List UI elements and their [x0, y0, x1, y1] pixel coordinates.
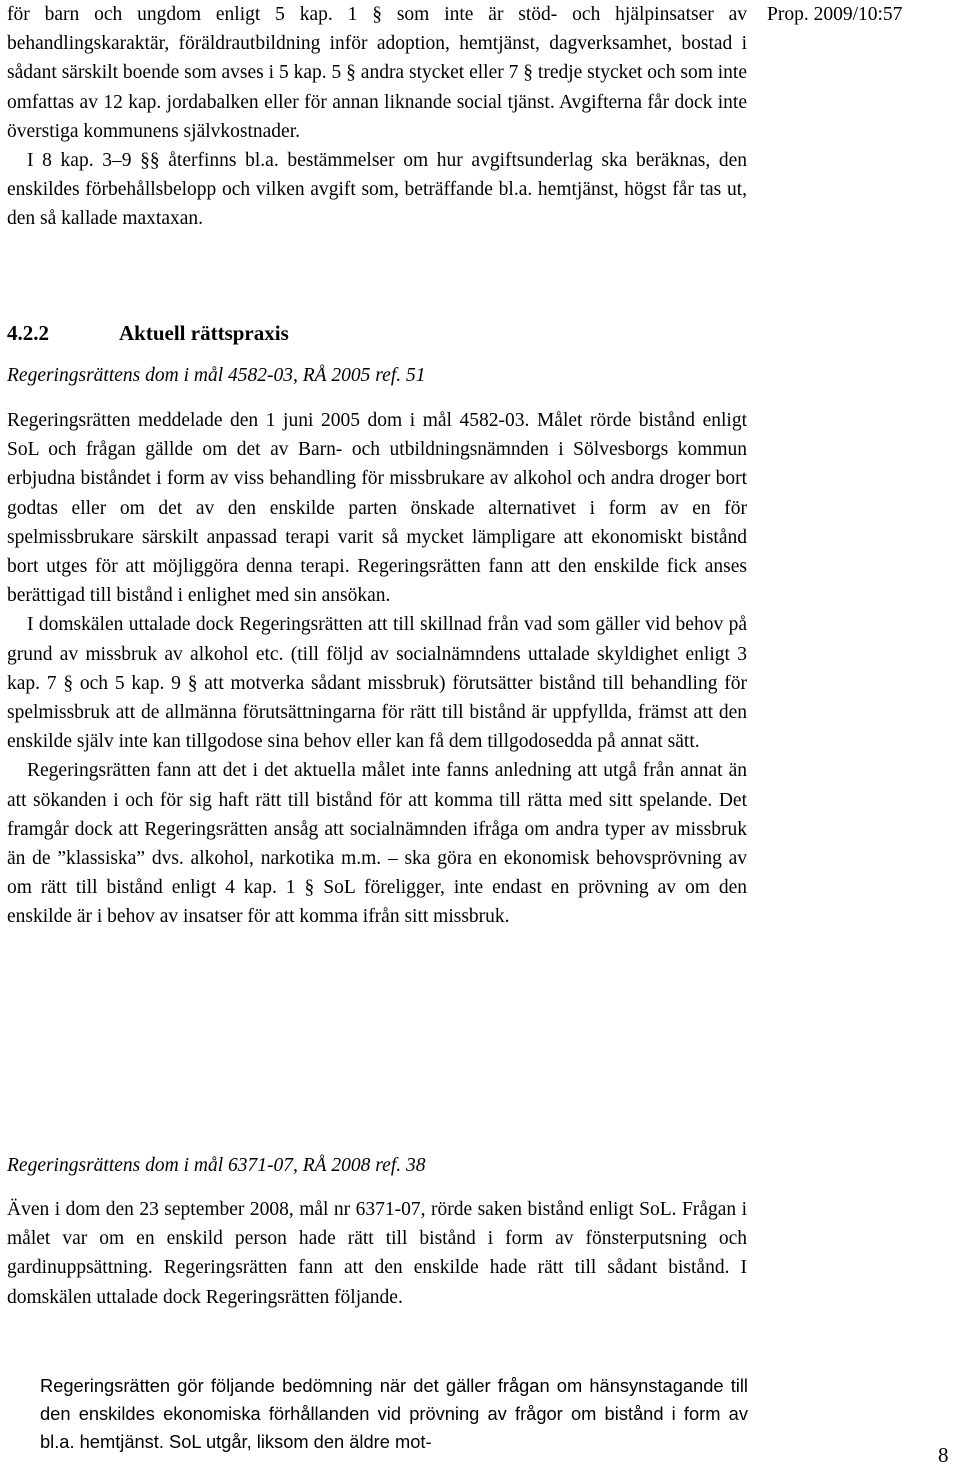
section-heading	[7, 318, 289, 348]
running-header-prop: Prop. 2009/10:57	[767, 4, 903, 25]
block-quote: Regeringsrätten gör följande bedömning när det gäller frågan om hänsynstagande till den enskildes ekonomiska förhållanden vid prövning av frågor om bistånd i form av bl.a. hemtjänst. SoL utgår, liksom den äldre mot-	[40, 1375, 748, 1452]
case-1-paragraph-2: I domskälen uttalade dock Regeringsrätten att till skillnad från vad som gäller vid behov på grund av missbruk av alkohol etc. (till följd av socialnämndens uttalade skyldighet enligt 3 kap. 7 § och 5 kap. 9 § att motverka sådant missbruk) förutsätter bistånd till behandling för spelmissbruk att de allmänna förutsättningarna för rätt till bistånd är uppfyllda, främst att den enskilde själv inte kan tillgodose sina behov eller kan få dem tillgodosedda på annat sätt.	[7, 614, 747, 753]
case-1-paragraph-1: Regeringsrätten meddelade den 1 juni 2005 dom i mål 4582-03. Målet rörde bistånd enligt SoL och frågan gällde om det av Barn- och utbildningsnämnden i Sölvesborgs kommun erbjudna biståndet i form av viss behandling för missbrukare av alkohol och andra droger bort godtas eller om det av den enskilde parten önskade alternativet i form av en för spelmissbrukare särskilt anpassad terapi varit så mycket lämpligare att ekonomiskt bistånd bort utges för att möjliggöra denna terapi. Regeringsrätten fann att den enskilde fick anses berättigad till bistånd i enlighet med sin ansökan.	[7, 410, 747, 607]
case-2-title: Regeringsrättens dom i mål 6371-07, RÅ 2008 ref. 38	[7, 1155, 426, 1176]
case-2-body	[7, 1195, 747, 1312]
section-number: 4.2.2	[7, 321, 49, 345]
page-number: 8	[938, 1443, 949, 1467]
case-1-title: Regeringsrättens dom i mål 4582-03, RÅ 2005 ref. 51	[7, 365, 426, 386]
intro-paragraph-2: I 8 kap. 3–9 §§ återfinns bl.a. bestämmelser om hur avgiftsunderlag ska beräknas, den enskildes förbehållsbelopp och vilken avgift som, beträffande bl.a. hemtjänst, högst får tas ut, den så kallade maxtaxan.	[7, 150, 747, 230]
section-title: Aktuell rättspraxis	[119, 321, 289, 345]
case-2-paragraph-1: Även i dom den 23 september 2008, mål nr 6371-07, rörde saken bistånd enligt SoL. Frågan i målet var om en enskild person hade rätt till bistånd i form av fönsterputsning och gardinuppsättning. Regeringsrätten fann att den enskilde hade rätt till sådant bistånd. I domskälen uttalade dock Regeringsrätten följande.	[7, 1199, 747, 1308]
case-1-body	[7, 406, 747, 932]
intro-text	[7, 0, 747, 234]
case-1-paragraph-3: Regeringsrätten fann att det i det aktuella målet inte fanns anledning att utgå från annat än att sökanden i och för sig haft rätt till bistånd för att komma till rätta med sitt spelande. Det framgår dock att Regeringsrätten ansåg att socialnämnden ifråga om andra typer av missbruk än de ”klassiska” dvs. alkohol, narkotika m.m. – ska göra en ekonomisk behovsprövning av om rätt till bistånd enligt 4 kap. 1 § SoL föreligger, inte endast en prövning av om den enskilde är i behov av insatser för att komma ifrån sitt missbruk.	[7, 760, 747, 928]
intro-paragraph-1: för barn och ungdom enligt 5 kap. 1 § som inte är stöd- och hjälpinsatser av behandlingskaraktär, föräldrautbildning inför adoption, hemtjänst, dagverksamhet, bostad i sådant särskilt boende som avses i 5 kap. 5 § andra stycket eller 7 § tredje stycket och som inte omfattas av 12 kap. jordabalken eller för annan liknande social tjänst. Avgifterna får dock inte överstiga kommunens självkostnader.	[7, 4, 747, 142]
